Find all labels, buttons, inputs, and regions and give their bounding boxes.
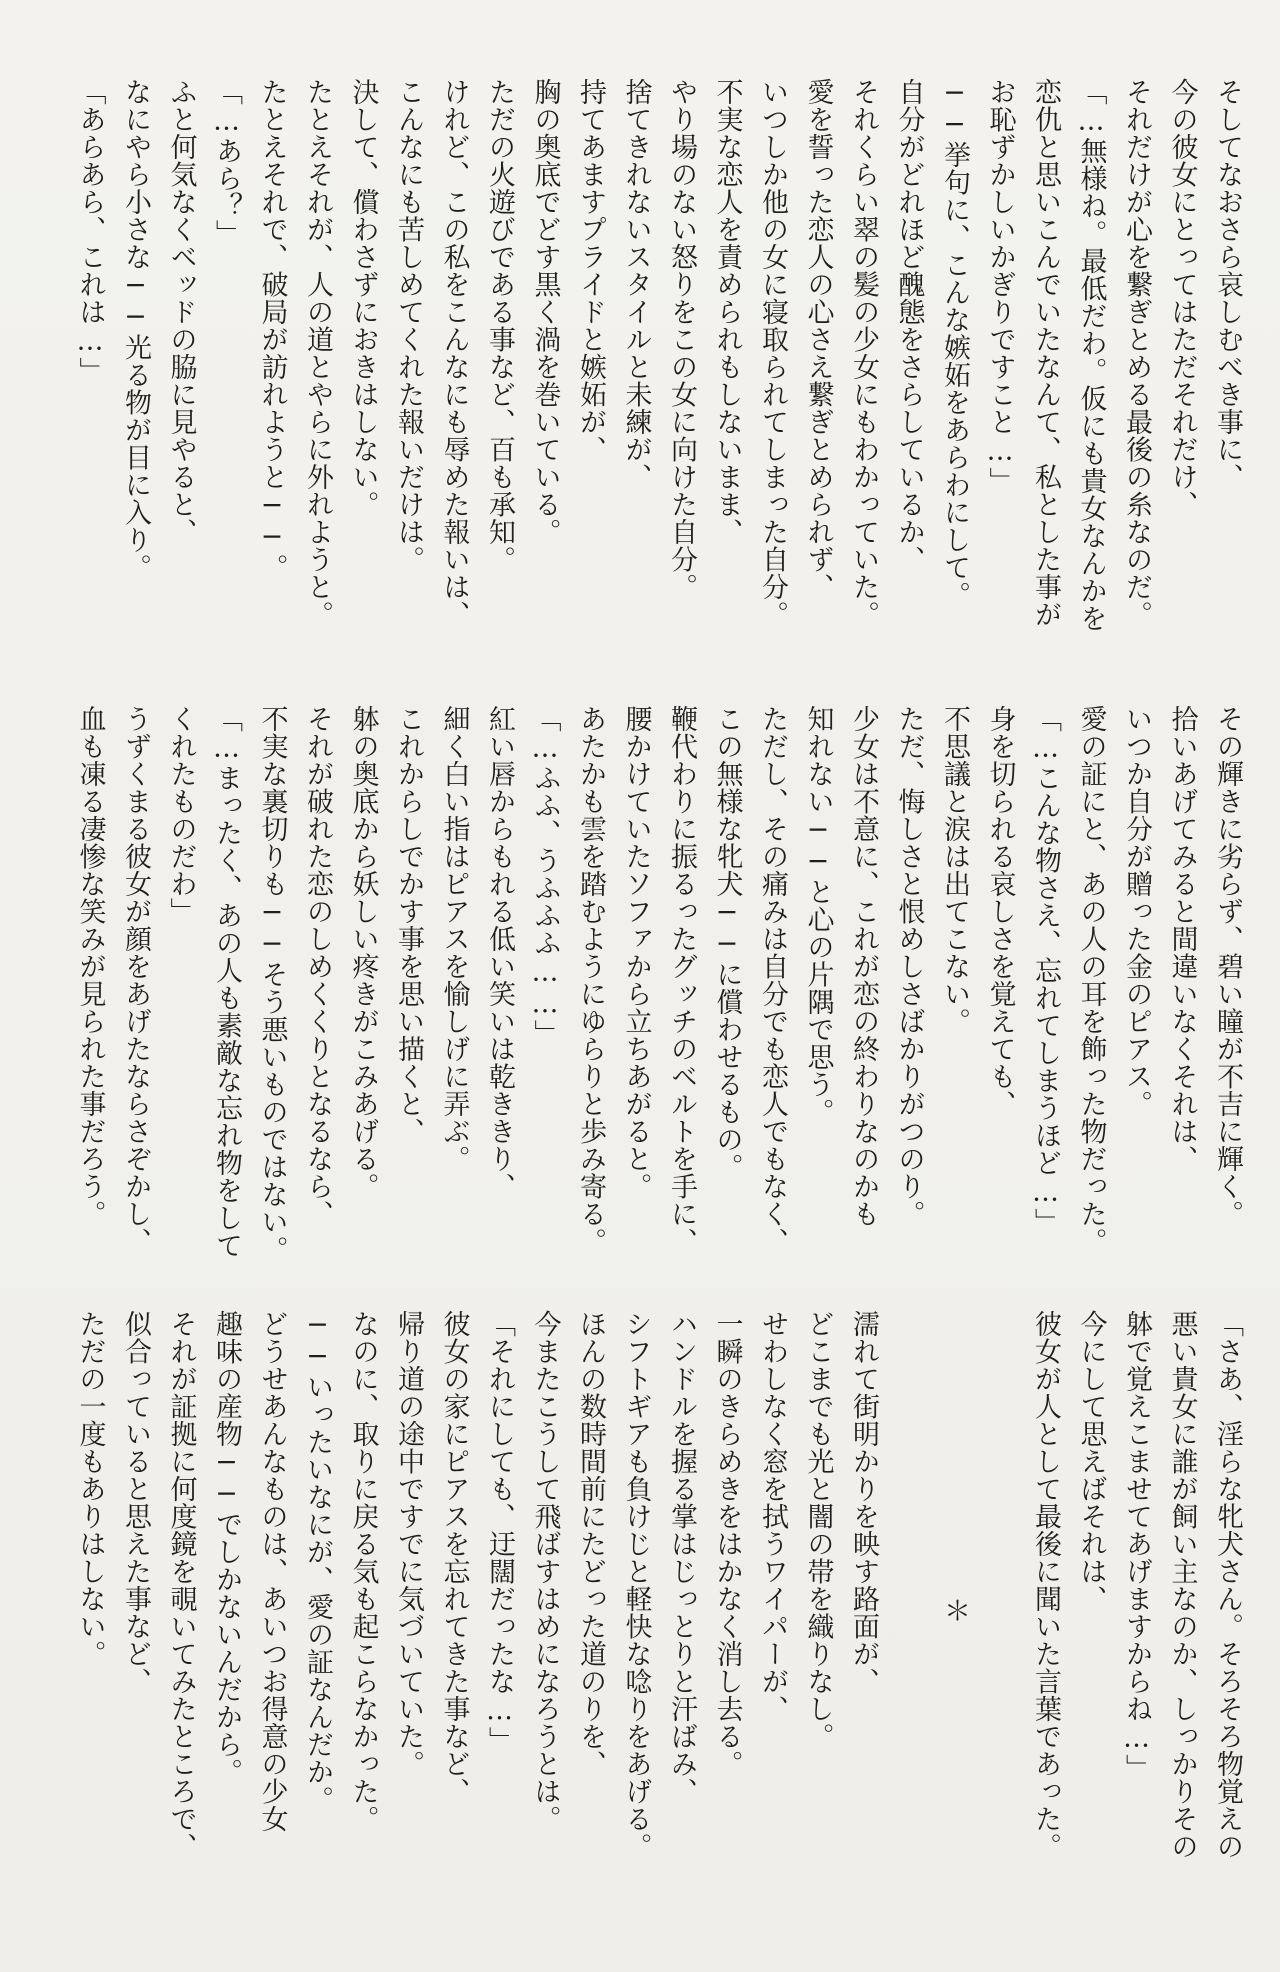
text-line: ただし、その痛みは自分でも恋人でもなく、 <box>757 705 788 1255</box>
text-line: 「…こんな物さえ、忘れてしまうほど…」 <box>1030 705 1061 1236</box>
text-line: そしてなおさら哀しむべき事に、 <box>1212 78 1243 491</box>
text-line: 躰で覚えこませてあげますからね…」 <box>1121 1310 1152 1782</box>
text-line: いつか自分が贈った金のピアス。 <box>1121 705 1152 1118</box>
text-line: 愛を誓った恋人の心さえ繋ぎとめられず、 <box>802 78 834 601</box>
text-line: 「あらあら、これは…」 <box>74 78 106 385</box>
text-line: ──いったいなにが、愛の証なんだか。 <box>302 1310 333 1813</box>
text-line: 「さあ、淫らな牝犬さん。そろそろ物覚えの <box>1212 1310 1243 1860</box>
text-line: 身を切られる哀しさを覚えても、 <box>984 705 1016 1118</box>
text-line: なにやら小さな──光る物が目に入り。 <box>120 78 151 581</box>
text-line: 細く白い指はピアスを愉しげに弄ぶ。 <box>438 705 470 1173</box>
text-tier-middle <box>40 705 1250 1305</box>
text-line: 腰かけていたソファから立ちあがると。 <box>620 705 652 1200</box>
text-line: どうせあんなものは、あいつお得意の少女 <box>256 1310 288 1833</box>
text-line: 血も凍る凄惨な笑みが見られた事だろう。 <box>74 705 106 1228</box>
text-line: 「それにしても、迂闊だったな…」 <box>484 1310 515 1754</box>
text-line: ハンドルを握る掌はじっとりと汗ばみ、 <box>666 1310 697 1805</box>
text-tier-top <box>40 78 1250 648</box>
text-line: こんなにも苦しめてくれた報いだけは。 <box>393 78 424 573</box>
text-line: 今にして思えばそれは、 <box>1075 1310 1107 1613</box>
text-line: 「…まったく、あの人も素敵な忘れ物をして <box>211 705 242 1259</box>
text-line: 持てあますプライドと嫉妬が、 <box>575 78 606 463</box>
text-line: お恥ずかしいかぎりですこと…」 <box>984 78 1016 495</box>
text-line: 「…無様ね。最低だわ。仮にも貴女なんかを <box>1075 78 1107 632</box>
text-line: ただの火遊びである事など、百も承知。 <box>484 78 515 573</box>
text-line: それくらい翠の髪の少女にもわかっていた。 <box>848 78 879 628</box>
text-line: 似合っていると思えた事など、 <box>120 1310 151 1695</box>
text-line <box>886 1310 932 1910</box>
text-line: けれど、この私をこんなにも辱めた報いは、 <box>438 78 470 628</box>
text-line: 「…あら？」 <box>211 78 242 247</box>
text-line: 愛の証にと、あの人の耳を飾った物だった。 <box>1075 705 1107 1255</box>
text-line: 帰り道の途中ですでに気づいていた。 <box>393 1310 424 1778</box>
text-line: なのに、取りに戻る気も起こらなかった。 <box>347 1310 379 1833</box>
text-line: 不思議と涙は出てこない。 <box>939 705 970 1035</box>
text-line: それだけが心を繋ぎとめる最後の糸なのだ。 <box>1121 78 1152 628</box>
text-line: 彼女の家にピアスを忘れてきた事など、 <box>438 1310 470 1805</box>
text-line: 躰の奥底から妖しい疼きがこみあげる。 <box>347 705 379 1200</box>
text-line: この無様な牝犬──に償わせるもの。 <box>711 705 743 1181</box>
text-line: 今またこうして飛ばすはめになろうとは。 <box>529 1310 561 1833</box>
text-line: 恋仇と思いこんでいたなんて、私とした事が <box>1030 78 1061 628</box>
text-line: いつしか他の女に寝取られてしまった自分。 <box>757 78 788 628</box>
text-line: 不実な裏切りも──そう悪いものではない。 <box>256 705 288 1263</box>
text-line: ほんの数時間前にたどった道のりを、 <box>575 1310 606 1778</box>
text-line: くれたものだわ」 <box>165 705 197 925</box>
text-line: ふと何気なくベッドの脇に見やると、 <box>165 78 197 546</box>
text-line: その輝きに劣らず、碧い瞳が不吉に輝く。 <box>1212 705 1243 1228</box>
text-line: 少女は不意に、これが恋の終わりなのかも <box>848 705 879 1228</box>
text-line: ただ、悔しさと恨めしさばかりがつのり。 <box>893 705 925 1228</box>
text-line: 決して、償わさずにおきはしない。 <box>347 78 379 518</box>
text-line: 一瞬のきらめきをはかなく消し去る。 <box>711 1310 743 1778</box>
text-line: それが破れた恋のしめくくりとなるなら、 <box>302 705 333 1228</box>
text-line: 彼女が人として最後に聞いた言葉であった。 <box>1030 1310 1061 1860</box>
text-line: ──挙句に、こんな嫉妬をあらわにして。 <box>939 78 970 609</box>
text-line: 悪い貴女に誰が飼い主なのか、しっかりその <box>1166 1310 1198 1860</box>
text-line: 知れない──と心の片隅で思う。 <box>802 705 834 1126</box>
text-tier-bottom <box>40 1310 1250 1910</box>
text-line: たとえそれが、人の道とやらに外れようと。 <box>302 78 333 628</box>
text-line: 拾いあげてみると間違いなくそれは、 <box>1166 705 1198 1173</box>
text-line: ただの一度もありはしない。 <box>74 1310 106 1668</box>
text-line <box>977 1310 1023 1910</box>
text-line: やり場のない怒りをこの女に向けた自分。 <box>666 78 697 601</box>
text-line: 捨てきれないスタイルと未練が、 <box>620 78 652 491</box>
text-line: どこまでも光と闇の帯を織りなし。 <box>802 1310 834 1750</box>
text-line: あたかも雲を踏むようにゆらりと歩み寄る。 <box>575 705 606 1255</box>
text-line: たとえそれで、破局が訪れようと──。 <box>256 78 288 581</box>
text-line: 自分がどれほど醜態をさらしているか、 <box>893 78 925 573</box>
text-line: シフトギアも負けじと軽快な唸りをあげる。 <box>620 1310 652 1860</box>
text-line: 鞭代わりに振るったグッチのベルトを手に、 <box>666 705 697 1255</box>
text-line: せわしなく窓を拭うワイパーが、 <box>757 1310 788 1723</box>
text-line: 濡れて街明かりを映す路面が、 <box>848 1310 879 1695</box>
text-line: 紅い唇からもれる低い笑いは乾ききり、 <box>484 705 515 1200</box>
text-line: それが証拠に何度鏡を覗いてみたところで、 <box>165 1310 197 1860</box>
text-line: これからしでかす事を思い描くと、 <box>393 705 424 1145</box>
text-line: 不実な恋人を責められもしないまま、 <box>711 78 743 546</box>
section-separator: ＊ <box>939 1596 970 1624</box>
text-line: 今の彼女にとってはただそれだけ、 <box>1166 78 1198 518</box>
text-line: うずくまる彼女が顔をあげたならさぞかし、 <box>120 705 151 1255</box>
text-line: 「…ふふ、うふふふ……」 <box>529 705 561 1047</box>
text-line: 胸の奥底でどす黒く渦を巻いている。 <box>529 78 561 546</box>
text-line: 趣味の産物──でしかないんだから。 <box>211 1310 242 1786</box>
